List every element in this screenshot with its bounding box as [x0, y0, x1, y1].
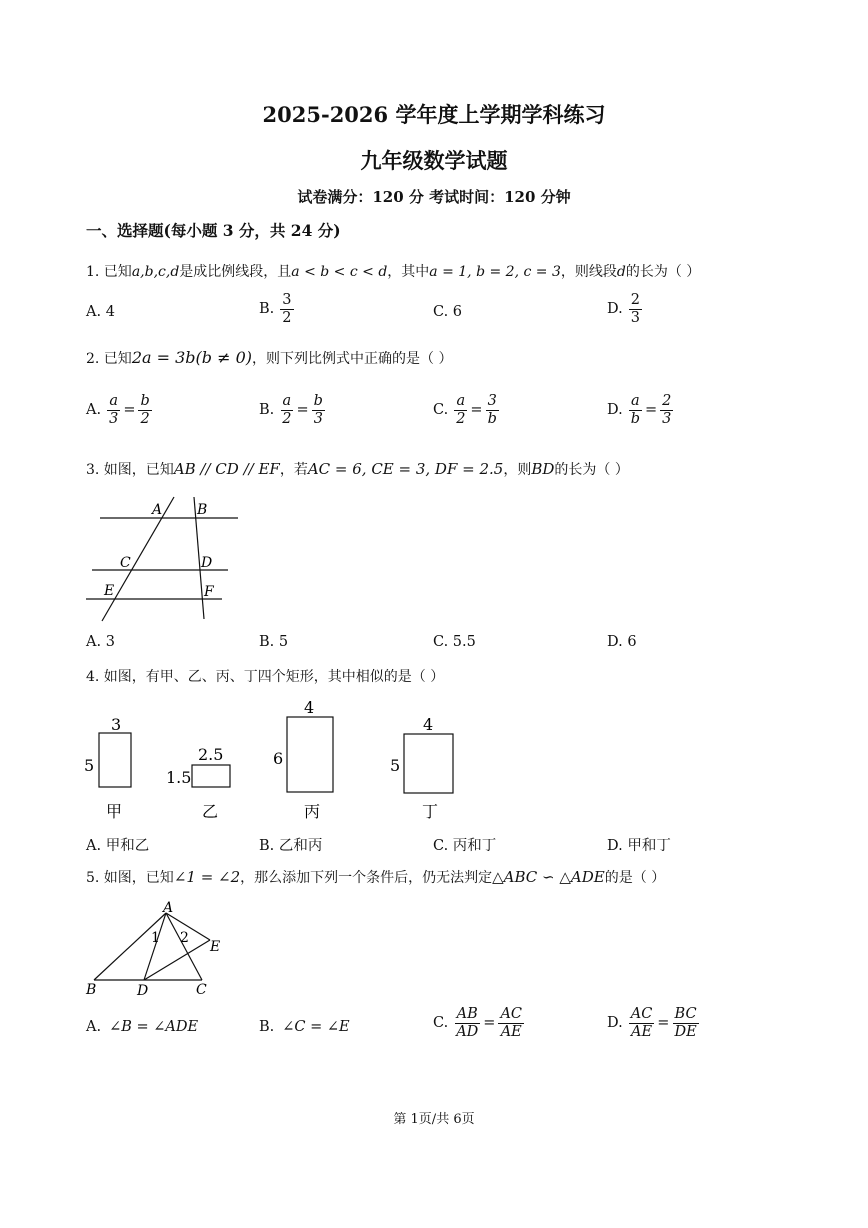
q4-option-b[interactable]: B. 乙和丙 — [259, 838, 323, 854]
rect-yi-height: 1.5 — [166, 768, 192, 787]
rect-bing — [273, 698, 333, 821]
label-b: B — [86, 982, 97, 998]
rect-ding-shape — [404, 734, 453, 793]
side-ac — [166, 913, 202, 980]
q4-option-c[interactable]: C. 丙和丁 — [433, 838, 497, 854]
question-4: 4. 如图，有甲、乙、丙、丁四个矩形，其中相似的是（ ） — [86, 669, 445, 685]
transversal-ace — [102, 497, 174, 621]
q5-option-c[interactable]: C. $\frac{AB}{AD}$ = $\frac{AC}{AE}$ — [433, 1006, 523, 1040]
rect-ding-height: 5 — [390, 756, 401, 775]
section-title: 一、选择题(每小题 3 分，共 24 分) — [86, 221, 341, 240]
question-5: 5. 如图，已知∠1 = ∠2，那么添加下列一个条件后，仍无法判定△ABC ∽ △ADE的是（ ） — [86, 868, 666, 886]
angle-1-label: 1 — [151, 930, 160, 946]
q5-option-d[interactable]: D. $\frac{AC}{AE}$ = $\frac{BC}{DE}$ — [607, 1006, 697, 1040]
rect-ding-width: 4 — [423, 715, 434, 734]
label-e: E — [210, 939, 221, 955]
question-3: 3. 如图，已知AB // CD // EF，若AC = 6, CE = 3, DF = 2.5，则BD的长为（ ） — [86, 460, 629, 478]
rect-bing-width: 4 — [304, 698, 315, 717]
angle-2-label: 2 — [180, 930, 189, 946]
q1-option-d[interactable]: D. $\frac{2}{3}$ — [607, 292, 640, 326]
rect-jia — [84, 715, 131, 821]
exam-subtitle: 九年级数学试题 — [360, 148, 508, 173]
question-1: 1. 已知a,b,c,d是成比例线段，且a < b < c < d，其中a = 1, b = 2, c = 3，则线段d的长为（ ） — [86, 264, 701, 280]
label-c: C — [120, 555, 131, 571]
rect-ding-name: 丁 — [422, 802, 439, 821]
rect-jia-width: 3 — [111, 715, 122, 734]
label-e: E — [104, 583, 115, 599]
segment-de — [144, 940, 210, 980]
exam-meta: 试卷满分：120 分 考试时间：120 分钟 — [297, 188, 571, 206]
rect-yi-shape — [192, 765, 230, 787]
rect-bing-shape — [287, 717, 333, 792]
rect-bing-name: 丙 — [304, 802, 321, 821]
q2-option-c[interactable]: C. $\frac{a}{2}$ = $\frac{3}{b}$ — [433, 393, 497, 427]
label-d: D — [201, 555, 213, 571]
q4-option-a[interactable]: A. 甲和乙 — [86, 838, 150, 854]
label-f: F — [204, 584, 214, 600]
q1-option-b[interactable]: B. $\frac{3}{2}$ — [259, 292, 292, 326]
q3-option-d[interactable]: D. 6 — [607, 634, 637, 650]
q3-figure — [80, 495, 250, 625]
rect-jia-height: 5 — [84, 756, 95, 775]
rect-yi-width: 2.5 — [198, 745, 224, 764]
q3-option-c[interactable]: C. 5.5 — [433, 634, 476, 650]
q3-option-b[interactable]: B. 5 — [259, 634, 289, 650]
rect-bing-height: 6 — [273, 749, 284, 768]
q5-figure — [80, 895, 230, 1000]
rect-jia-name: 甲 — [106, 802, 123, 821]
rect-yi — [166, 745, 230, 821]
q1-option-a[interactable]: A. 4 — [86, 304, 115, 320]
question-2: 2. 已知2a = 3b(b ≠ 0)，则下列比例式中正确的是（ ） — [86, 348, 453, 367]
q2-option-d[interactable]: D. $\frac{a}{b}$ = $\frac{2}{3}$ — [607, 393, 672, 427]
q5-option-b[interactable]: B. ∠C = ∠E — [259, 1019, 350, 1035]
q5-option-a[interactable]: A. ∠B = ∠ADE — [86, 1019, 199, 1035]
q2-option-b[interactable]: B. $\frac{a}{2}$ = $\frac{b}{3}$ — [259, 393, 323, 427]
q4-figure — [78, 695, 478, 825]
exam-title: 2025-2026 学年度上学期学科练习 — [262, 102, 606, 127]
q3-option-a[interactable]: A. 3 — [86, 634, 115, 650]
label-d: D — [137, 983, 149, 999]
page-footer: 第 1页/共 6页 — [393, 1112, 475, 1127]
rect-ding — [390, 715, 453, 821]
label-a: A — [152, 502, 163, 518]
label-c: C — [196, 982, 207, 998]
q4-option-d[interactable]: D. 甲和丁 — [607, 838, 671, 854]
rect-yi-name: 乙 — [202, 802, 219, 821]
q2-option-a[interactable]: A. $\frac{a}{3}$ = $\frac{b}{2}$ — [86, 393, 150, 427]
label-a: A — [163, 900, 174, 916]
q1-option-c[interactable]: C. 6 — [433, 304, 463, 320]
label-b: B — [197, 502, 208, 518]
rect-jia-shape — [99, 733, 131, 787]
